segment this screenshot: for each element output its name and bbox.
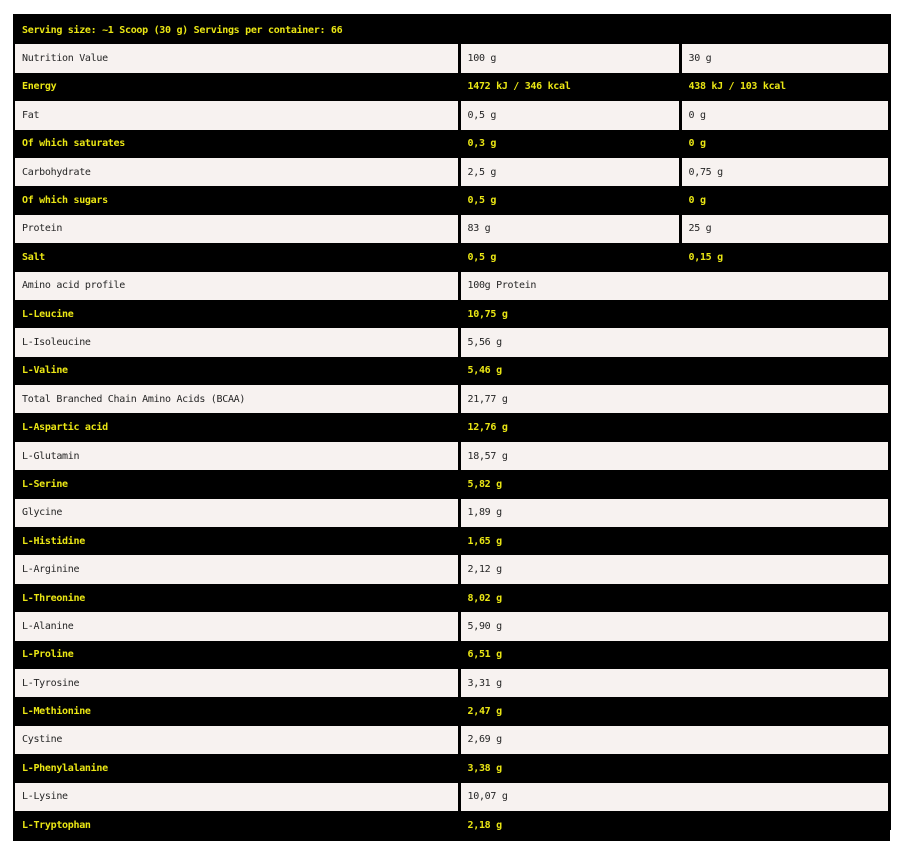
row-label: Salt xyxy=(14,243,459,271)
row-value-per-100g: 5,56 g xyxy=(459,328,889,356)
row-label: Fat xyxy=(14,101,459,129)
table-row xyxy=(14,130,889,158)
row-value-per-30g: 25 g xyxy=(680,215,889,243)
row-label: Of which sugars xyxy=(14,186,459,214)
row-value-per-100g: 2,5 g xyxy=(459,158,680,186)
row-label: L-Arginine xyxy=(14,555,459,583)
table-row xyxy=(14,499,889,527)
row-label: L-Isoleucine xyxy=(14,328,459,356)
row-value-per-100g: 3,38 g xyxy=(459,754,889,782)
table-row xyxy=(14,186,889,214)
row-label: L-Alanine xyxy=(14,612,459,640)
table-row xyxy=(14,470,889,498)
row-value-per-30g: 0 g xyxy=(680,130,889,158)
row-value-per-100g: 10,75 g xyxy=(459,300,889,328)
row-label: L-Tryptophan xyxy=(14,811,459,840)
row-label: Cystine xyxy=(14,726,459,754)
row-label: L-Glutamin xyxy=(14,442,459,470)
table-row xyxy=(14,357,889,385)
table-row xyxy=(14,300,889,328)
nutrition-table-container xyxy=(13,14,888,841)
table-row xyxy=(14,413,889,441)
nutrition-table xyxy=(13,14,890,841)
row-value-per-100g: 2,18 g xyxy=(459,811,889,840)
row-label: L-Methionine xyxy=(14,697,459,725)
table-row xyxy=(14,754,889,782)
row-value-per-100g: 0,3 g xyxy=(459,130,680,158)
row-label: Glycine xyxy=(14,499,459,527)
row-value-per-100g: 0,5 g xyxy=(459,186,680,214)
row-value-per-100g: 100g Protein xyxy=(459,272,889,300)
row-label: L-Leucine xyxy=(14,300,459,328)
row-label: L-Histidine xyxy=(14,527,459,555)
row-value-per-100g: 0,5 g xyxy=(459,101,680,129)
table-row xyxy=(14,442,889,470)
table-row xyxy=(14,811,889,840)
row-label: Nutrition Value xyxy=(14,44,459,72)
row-label: L-Phenylalanine xyxy=(14,754,459,782)
table-row xyxy=(14,73,889,101)
row-value-per-30g: 0,75 g xyxy=(680,158,889,186)
row-value-per-100g: 0,5 g xyxy=(459,243,680,271)
row-value-per-100g: 6,51 g xyxy=(459,641,889,669)
row-value-per-100g: 1,89 g xyxy=(459,499,889,527)
table-row xyxy=(14,584,889,612)
row-label: L-Threonine xyxy=(14,584,459,612)
row-label: L-Serine xyxy=(14,470,459,498)
row-label: Total Branched Chain Amino Acids (BCAA) xyxy=(14,385,459,413)
table-row xyxy=(14,272,889,300)
row-label: Carbohydrate xyxy=(14,158,459,186)
table-row xyxy=(14,15,889,44)
row-value-per-100g: 18,57 g xyxy=(459,442,889,470)
row-value-per-100g: 10,07 g xyxy=(459,783,889,811)
row-value-per-100g: 21,77 g xyxy=(459,385,889,413)
table-row xyxy=(14,669,889,697)
table-row xyxy=(14,612,889,640)
table-row xyxy=(14,158,889,186)
row-value-per-30g: 438 kJ / 103 kcal xyxy=(680,73,889,101)
table-row xyxy=(14,555,889,583)
row-value-per-100g: 100 g xyxy=(459,44,680,72)
row-value-per-100g: 3,31 g xyxy=(459,669,889,697)
row-value-per-100g: 5,90 g xyxy=(459,612,889,640)
page-right-border xyxy=(889,14,891,830)
table-row xyxy=(14,726,889,754)
row-value-per-100g: 5,82 g xyxy=(459,470,889,498)
row-label: Serving size: ~1 Scoop (30 g) Servings per container: 66 xyxy=(14,15,889,44)
row-value-per-100g: 1472 kJ / 346 kcal xyxy=(459,73,680,101)
table-row xyxy=(14,641,889,669)
table-row xyxy=(14,101,889,129)
table-row xyxy=(14,243,889,271)
row-label: L-Tyrosine xyxy=(14,669,459,697)
row-value-per-100g: 5,46 g xyxy=(459,357,889,385)
row-value-per-100g: 2,69 g xyxy=(459,726,889,754)
table-row xyxy=(14,783,889,811)
row-label: L-Aspartic acid xyxy=(14,413,459,441)
row-label: L-Valine xyxy=(14,357,459,385)
table-row xyxy=(14,385,889,413)
row-value-per-100g: 1,65 g xyxy=(459,527,889,555)
row-label: Protein xyxy=(14,215,459,243)
nutrition-table-body xyxy=(14,15,889,840)
table-row xyxy=(14,527,889,555)
table-row xyxy=(14,215,889,243)
row-value-per-30g: 30 g xyxy=(680,44,889,72)
row-label: L-Lysine xyxy=(14,783,459,811)
row-value-per-100g: 2,47 g xyxy=(459,697,889,725)
row-value-per-30g: 0,15 g xyxy=(680,243,889,271)
row-label: L-Proline xyxy=(14,641,459,669)
row-label: Of which saturates xyxy=(14,130,459,158)
row-label: Amino acid profile xyxy=(14,272,459,300)
row-value-per-30g: 0 g xyxy=(680,101,889,129)
row-value-per-100g: 83 g xyxy=(459,215,680,243)
row-value-per-100g: 12,76 g xyxy=(459,413,889,441)
table-row xyxy=(14,328,889,356)
row-value-per-100g: 8,02 g xyxy=(459,584,889,612)
row-label: Energy xyxy=(14,73,459,101)
table-row xyxy=(14,697,889,725)
table-row xyxy=(14,44,889,72)
row-value-per-30g: 0 g xyxy=(680,186,889,214)
row-value-per-100g: 2,12 g xyxy=(459,555,889,583)
